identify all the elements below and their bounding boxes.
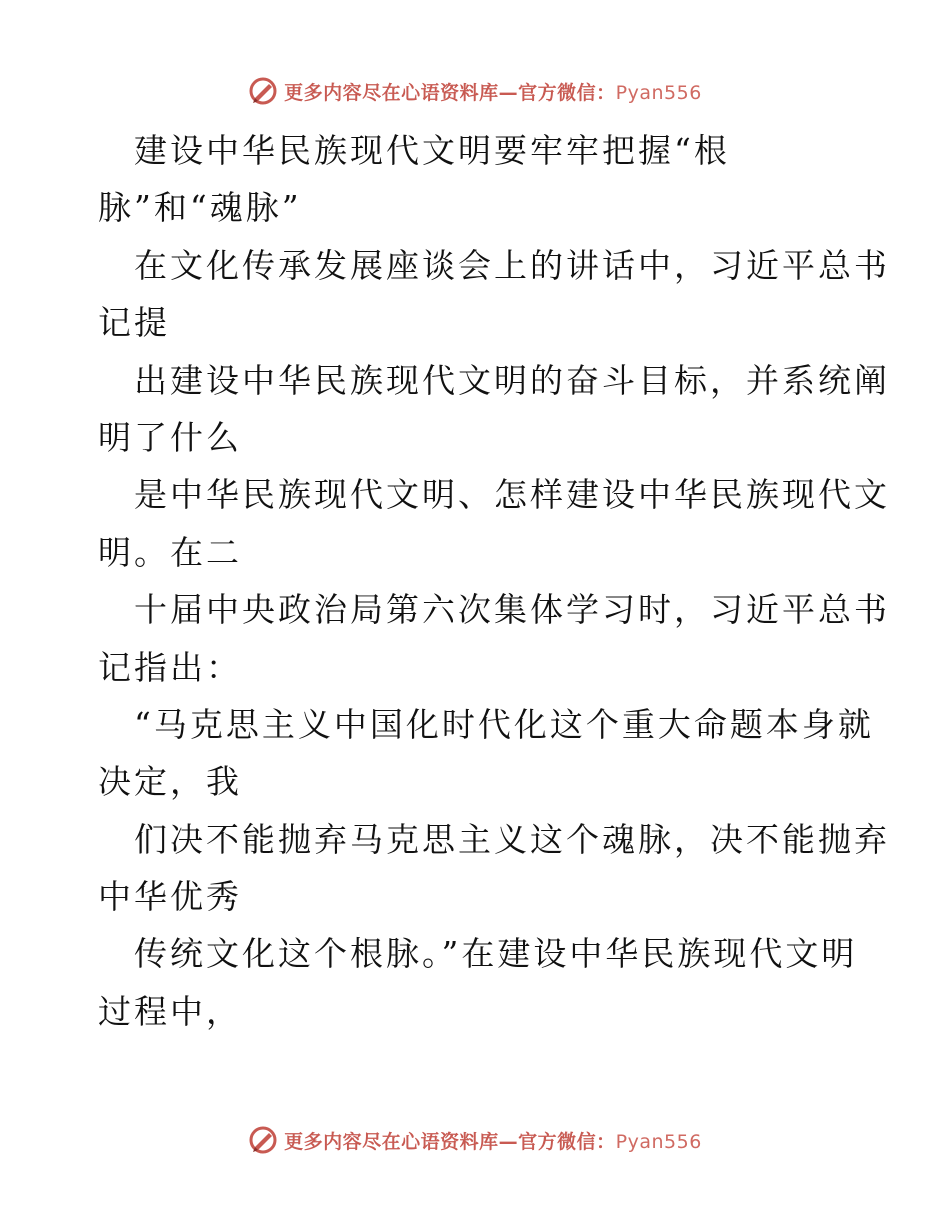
doc-line: “马克思主义中国化时代化这个重大命题本身就 [134,704,874,744]
footer-banner-text: 更多内容尽在心语资料库—官方微信：Pyan556 [284,1130,702,1153]
doc-line: 传统文化这个根脉。”在建设中华民族现代文明 [134,934,858,974]
pen-logo-icon [248,1125,278,1155]
pen-logo-icon [248,76,278,106]
doc-line: 出建设中华民族现代文明的奋斗目标，并系统阐 [134,360,890,400]
doc-line: 记指出： [98,647,242,687]
doc-line: 在文化传承发展座谈会上的讲话中，习近平总书 [134,245,890,285]
doc-line: 十届中央政治局第六次集体学习时，习近平总书 [134,590,890,630]
doc-line: 明。在二 [98,532,242,572]
doc-line: 过程中， [98,991,242,1031]
doc-line: 中华优秀 [98,877,242,917]
doc-line: 建设中华民族现代文明要牢牢把握“根 [134,131,730,170]
header-banner-text: 更多内容尽在心语资料库—官方微信：Pyan556 [284,81,702,104]
doc-line: 记提 [98,303,170,343]
doc-line: 们决不能抛弃马克思主义这个魂脉，决不能抛弃 [134,819,890,859]
footer-banner [0,1120,950,1160]
doc-line: 是中华民族现代文明、怎样建设中华民族现代文 [134,475,890,515]
doc-line: 明了什么 [98,417,242,457]
footer-wechat-handle: Pyan556 [615,1130,702,1153]
doc-line: 决定，我 [98,762,242,802]
header-banner [0,71,950,111]
header-wechat-handle: Pyan556 [615,81,702,104]
doc-line: 脉”和“魂脉” [98,188,302,228]
document-body [98,122,890,1040]
